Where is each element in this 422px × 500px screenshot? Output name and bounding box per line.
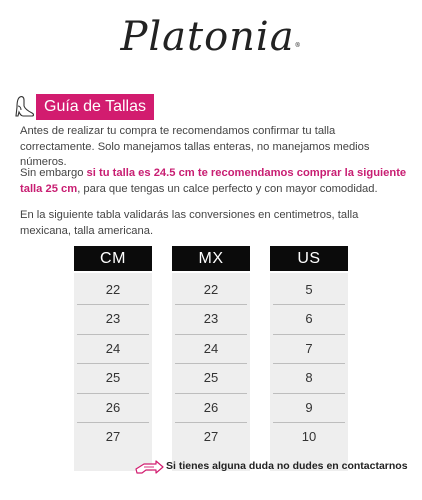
column-body-cm [74, 273, 152, 471]
size-column-cm [74, 246, 152, 471]
table-cell: 22 [175, 276, 247, 305]
table-cell: 26 [77, 394, 149, 423]
registered-mark: ® [294, 42, 302, 49]
column-header-mx: MX [172, 246, 250, 271]
brand-logo-text: Platonia [120, 14, 295, 60]
intro-paragraph: Antes de realizar tu compra te recomendamos confirmar tu talla correctamente. Solo manejamos tallas enteras, no manejamos medios números. [20, 125, 370, 168]
table-cell: 9 [273, 394, 345, 423]
pointing-hand-arrow-icon [134, 459, 164, 477]
table-cell: 24 [77, 335, 149, 364]
size-guide-title: Guía de Tallas [36, 94, 154, 120]
table-cell: 23 [175, 305, 247, 334]
column-body-mx [172, 273, 250, 471]
table-cell: 7 [273, 335, 345, 364]
table-cell: 25 [175, 364, 247, 393]
high-heel-shoe-icon [14, 94, 36, 120]
table-cell: 6 [273, 305, 345, 334]
table-cell: 27 [105, 428, 121, 444]
table-cell: 24 [175, 335, 247, 364]
table-cell: 27 [203, 428, 219, 444]
tip-highlight: si tu talla es 24.5 cm te recomendamos comprar la siguiente talla 25 cm [20, 167, 407, 195]
table-cell: 5 [273, 276, 345, 305]
size-column-us [270, 246, 348, 471]
brand-logo [0, 14, 422, 60]
table-cell: 8 [273, 364, 345, 393]
table-cell: 23 [77, 305, 149, 334]
tip-prefix: Sin embargo [20, 167, 87, 179]
table-intro-paragraph: En la siguiente tabla validarás las conversiones en centimetros, talla mexicana, talla americana. [20, 209, 359, 237]
column-header-cm: CM [74, 246, 152, 271]
tip-paragraph [20, 166, 412, 197]
contact-text[interactable]: Si tienes alguna duda no dudes en contactarnos [166, 460, 408, 472]
table-cell: 26 [175, 394, 247, 423]
column-body-us [270, 273, 348, 471]
table-cell: 22 [77, 276, 149, 305]
table-cell: 10 [301, 428, 317, 444]
tip-suffix: , para que tengas un calce perfecto y con mayor comodidad. [77, 182, 378, 195]
size-column-mx [172, 246, 250, 471]
table-cell: 25 [77, 364, 149, 393]
column-header-us: US [270, 246, 348, 271]
